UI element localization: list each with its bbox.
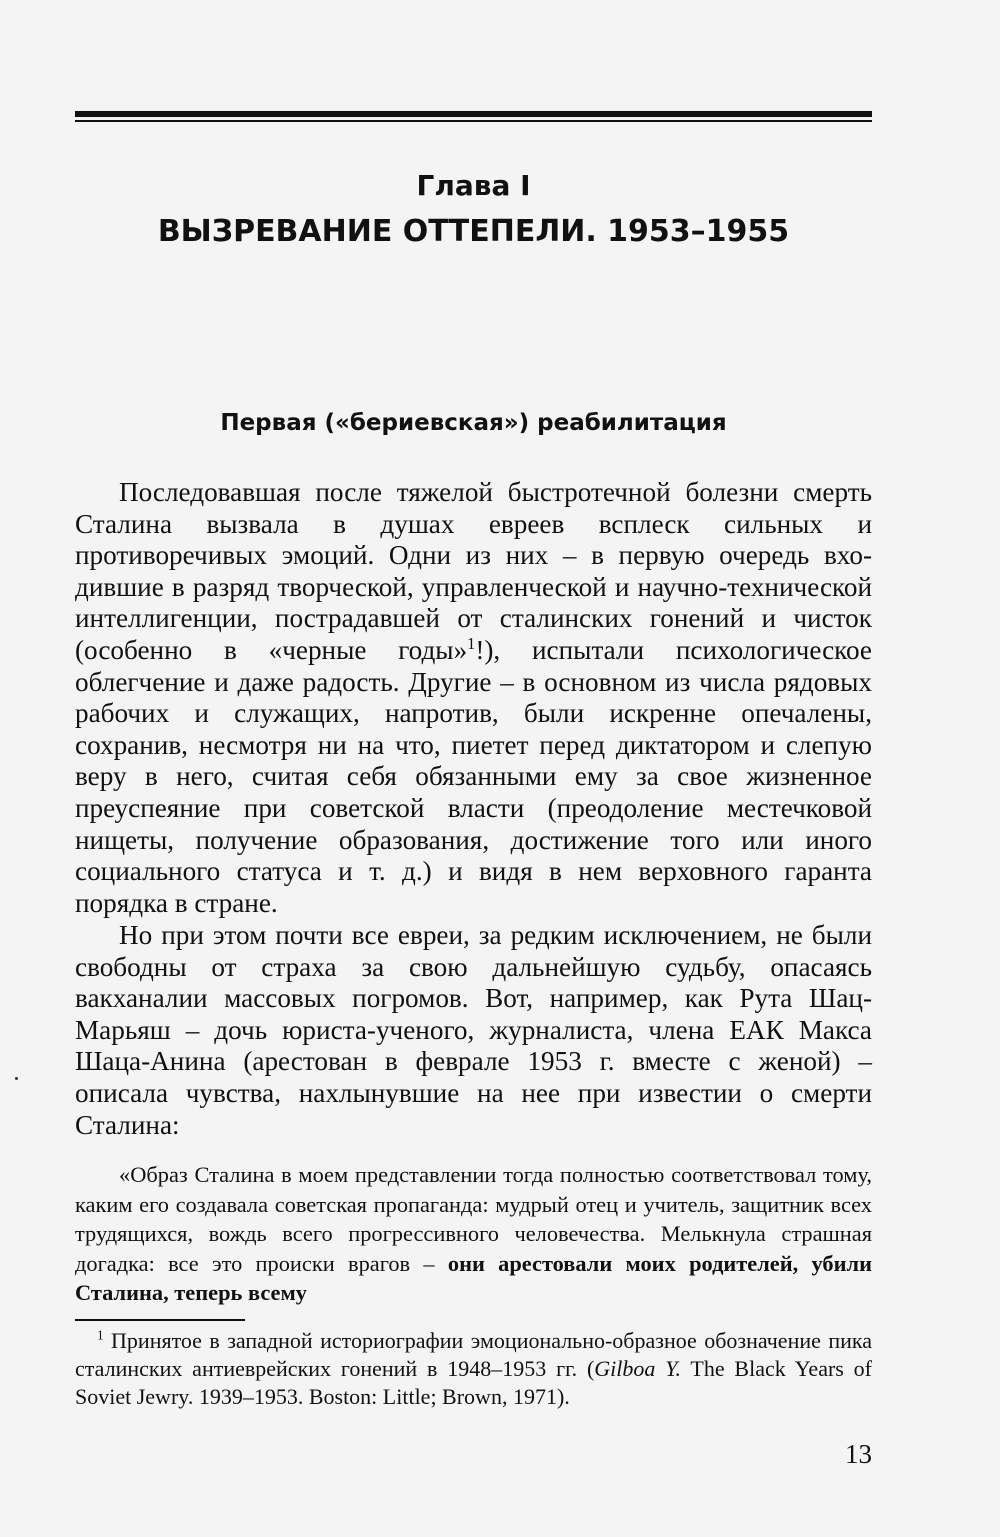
block-quote-emphasis: они арестовали моих родителей, убили Сталина, теперь всему	[75, 1250, 872, 1305]
footnote-text-b: The Black Years of Soviet Jewry. 1939–1953. Boston: Little; Brown, 1971).	[75, 1356, 872, 1409]
paragraph-1-text-a: Последовавшая после тяжелой быстротечной болезни смерть Сталина вызвала в душах евреев всплеск сильных и противоречивых эмоций. Одни из них – в первую очередь входившие в разряд творческой, управленческой и научно-технической интеллигенции, пострадавшей от сталинских гонений и чисток (особенно в «черные годы»	[75, 477, 872, 665]
chapter-label: Глава I	[416, 169, 531, 202]
block-quote	[75, 1160, 872, 1308]
footnote-text-a: Принятое в западной историографии эмоционально-образное обозначение пика сталинских антиеврейских гонений в 1948–1953 гг. (	[75, 1328, 872, 1381]
footnote-mark: 1	[97, 1327, 104, 1343]
footnote-reference: 1	[467, 633, 476, 653]
paragraph-2: Но при этом почти все евреи, за редким исключением, не были свободны от страха за свою дальнейшую судьбу, опасаясь вакханалии массовых погромов. Вот, например, как Рута Шац-Марьяш – дочь юриста-ученого, журналиста, члена ЕАК Макса Шаца-Анина (арестован в феврале 1953 г. вместе с женой) – описала чувства, нахлынувшие на нее при известии о смерти Сталина:	[75, 920, 872, 1140]
scan-speck	[15, 1077, 18, 1080]
chapter-top-rule	[75, 111, 872, 117]
paragraph-1	[75, 477, 872, 919]
block-quote-text: «Образ Сталина в моем представлении тогда полностью соответствовал тому, каким его создавала советская пропаганда: мудрый отец и учитель, защитник всех трудящихся, вождь всего прогрессивного человечества. Мелькнула страшная догадка: все это происки врагов –	[75, 1162, 872, 1276]
footnote	[75, 1327, 872, 1411]
chapter-top-rule-thin	[75, 120, 872, 122]
section-title: Первая («бериевская») реабилитация	[220, 410, 727, 436]
book-page	[75, 0, 872, 1537]
footnote-author: Gilboa Y.	[594, 1356, 681, 1381]
page-number: 13	[845, 1439, 872, 1469]
paragraph-1-text-b: !), испытали психологическое облегчение и даже радость. Другие – в основном из числа рядовых рабочих и служащих, напротив, были искренне опечалены, сохранив, несмотря ни на что, пиетет перед диктатором и слепую веру в него, считая себя обязанными ему за свое жизненное преуспеяние при советской власти (преодоление местечковой нищеты, получение образования, достижение того или иного социального статуса и т. д.) и видя в нем верховного гаранта порядка в стране.	[75, 634, 872, 918]
footnote-separator	[75, 1319, 245, 1321]
chapter-title: ВЫЗРЕВАНИЕ ОТТЕПЕЛИ. 1953–1955	[157, 214, 790, 249]
